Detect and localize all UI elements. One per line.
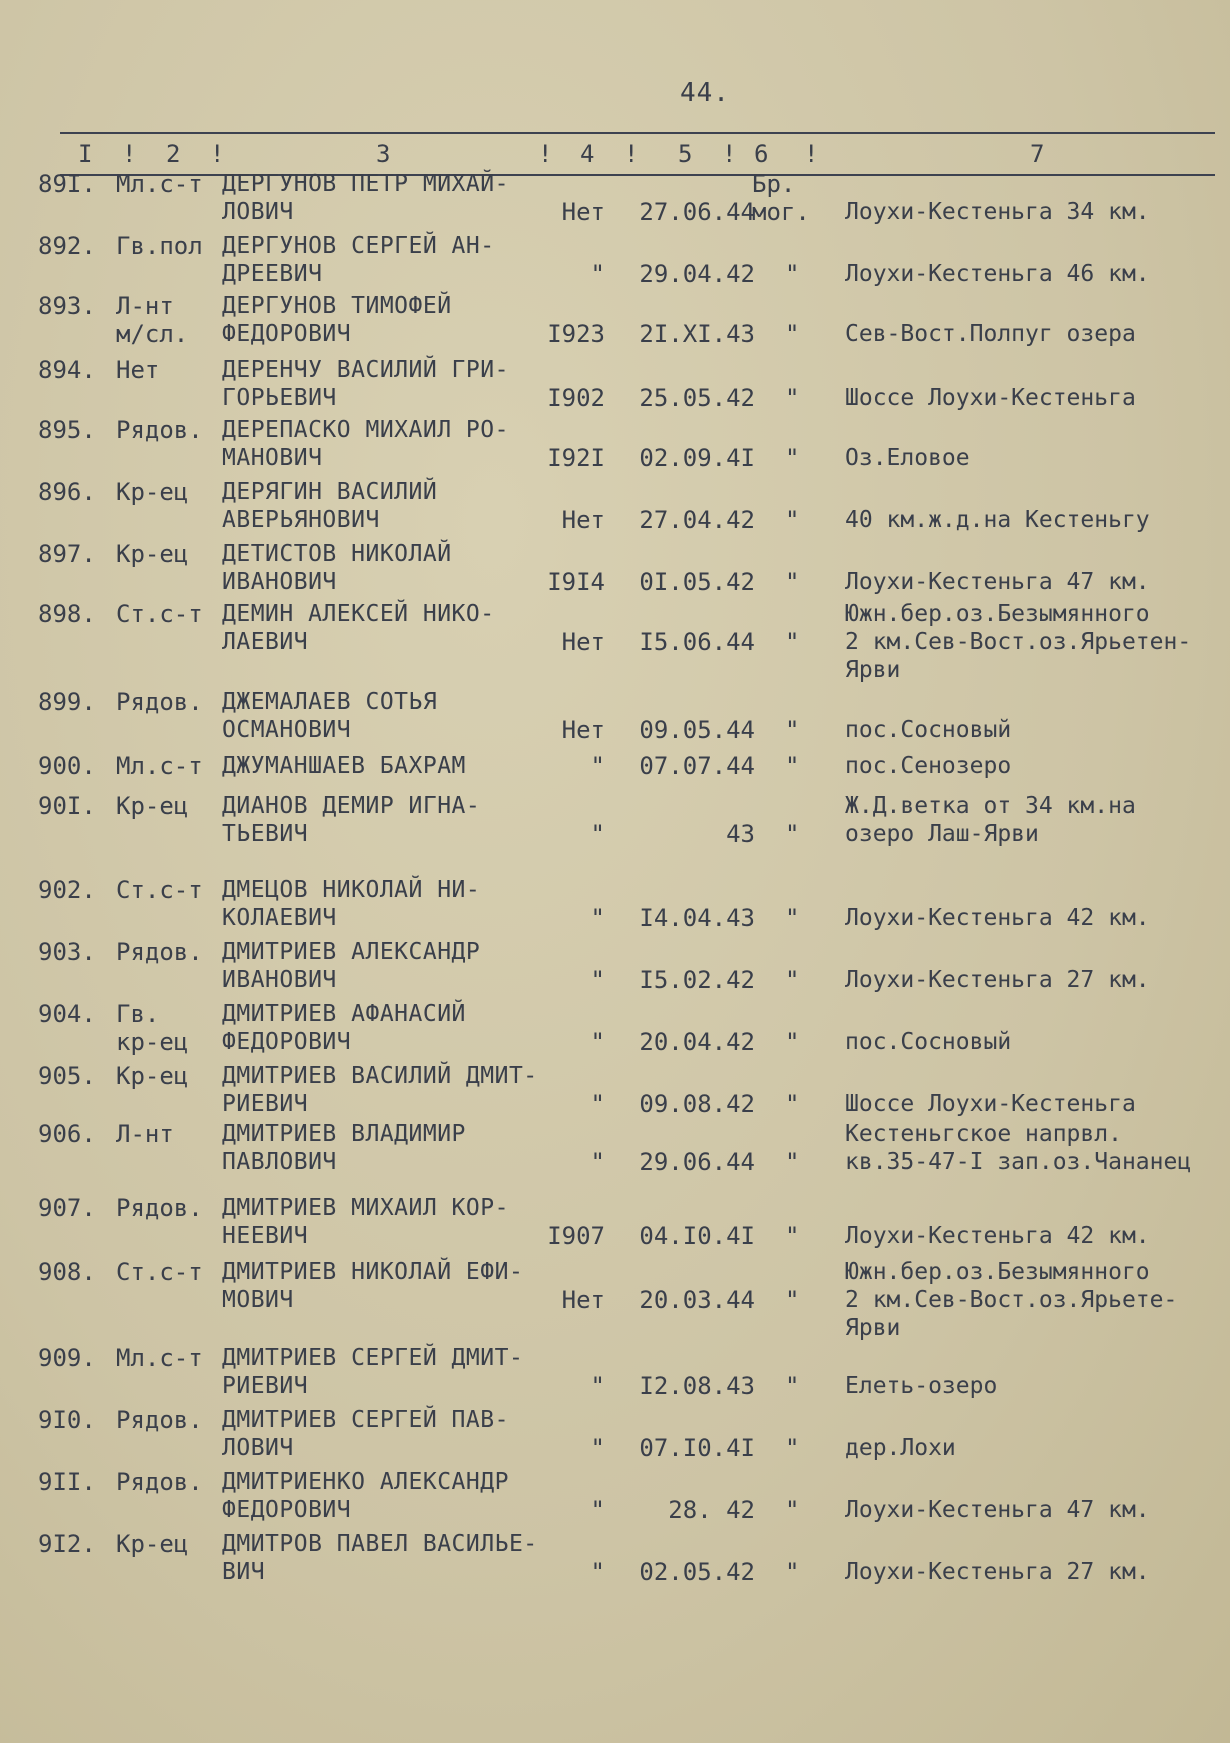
record-birth-year: I907 — [547, 1222, 605, 1250]
header-col-2: 2 — [166, 140, 181, 168]
header-sep: ! — [122, 140, 137, 168]
name-line: ДЕРЕПАСКО МИХАИЛ РО- — [222, 417, 509, 443]
record-death-date: 28. 42 — [668, 1496, 755, 1524]
name-line: ИВАНОВИЧ — [222, 569, 337, 595]
burial-line: " — [785, 260, 800, 288]
record-name — [222, 292, 452, 348]
record-name — [222, 600, 495, 656]
burial-line: " — [785, 1372, 800, 1400]
header-col-3: 3 — [376, 140, 391, 168]
name-line: ДМИТРИЕВ СЕРГЕЙ ДМИТ- — [222, 1345, 524, 1371]
record-rank: Мл.с-т — [116, 170, 203, 198]
place-line: 2 км.Сев-Вост.оз.Ярьетен- — [845, 629, 1192, 655]
name-line: ГОРЬЕВИЧ — [222, 385, 337, 411]
header-sep: ! — [538, 140, 553, 168]
record-death-date: 43 — [726, 820, 755, 848]
name-line: ЛОВИЧ — [222, 1435, 294, 1461]
burial-line: " — [785, 506, 800, 534]
record-birth-year: I92I — [547, 444, 605, 472]
record-rank: Ст.с-т — [116, 1258, 203, 1286]
record-name — [222, 1406, 509, 1462]
burial-line: " — [785, 716, 800, 744]
name-line: ДЕРГУНОВ ПЕТР МИХАЙ- — [222, 171, 509, 197]
header-col-7: 7 — [1030, 140, 1045, 168]
record-burial-place — [845, 1120, 1191, 1176]
record-rank: Рядов. — [116, 938, 203, 966]
burial-line: " — [785, 1286, 800, 1314]
header-sep: ! — [624, 140, 639, 168]
record-burial-place — [845, 600, 1191, 684]
name-line: ПАВЛОВИЧ — [222, 1149, 337, 1175]
name-line: ДЕТИСТОВ НИКОЛАЙ — [222, 541, 452, 567]
record-rank: Рядов. — [116, 416, 203, 444]
burial-line: " — [785, 966, 800, 994]
record-name — [222, 478, 437, 534]
record-birth-year: " — [590, 260, 605, 288]
record-burial — [785, 1090, 799, 1118]
record-rank: Ст.с-т — [116, 876, 203, 904]
record-death-date: I2.08.43 — [639, 1372, 755, 1400]
record-name — [222, 1344, 523, 1400]
name-line: РИЕВИЧ — [222, 1091, 309, 1117]
header-sep: ! — [210, 140, 225, 168]
record-death-date: I4.04.43 — [639, 904, 755, 932]
record-rank: Нет — [116, 356, 160, 384]
record-birth-year: Нет — [561, 198, 605, 226]
name-line: ДЖЕМАЛАЕВ СОТЬЯ — [222, 689, 438, 715]
place-line: Лоухи-Кестеньга 27 км. — [845, 967, 1150, 993]
name-line: ДМИТРИЕВ ВАСИЛИЙ ДМИТ- — [222, 1063, 538, 1089]
record-name — [222, 232, 495, 288]
record-death-date: 07.07.44 — [639, 752, 755, 780]
record-rank: Л-нт м/сл. — [116, 292, 189, 348]
name-line: НЕЕВИЧ — [222, 1223, 309, 1249]
record-burial-place — [845, 966, 1150, 994]
record-name — [222, 416, 509, 472]
record-number: 9II. — [38, 1468, 96, 1496]
record-death-date: I5.02.42 — [639, 966, 755, 994]
name-line: ВИЧ — [222, 1559, 266, 1585]
record-number: 894. — [38, 356, 96, 384]
record-burial — [785, 904, 799, 932]
record-name — [222, 938, 480, 994]
record-birth-year: " — [590, 1434, 605, 1462]
name-line: ДМИТРОВ ПАВЕЛ ВАСИЛЬЕ- — [222, 1531, 538, 1557]
record-burial-place — [845, 506, 1150, 534]
record-birth-year: " — [590, 966, 605, 994]
burial-line: " — [785, 1028, 800, 1056]
record-death-date: 02.05.42 — [639, 1558, 755, 1586]
header-col-5: 5 — [678, 140, 693, 168]
record-death-date: 04.I0.4I — [639, 1222, 755, 1250]
name-line: ФЕДОРОВИЧ — [222, 1029, 352, 1055]
burial-line: " — [785, 752, 800, 780]
page-number: 44. — [680, 78, 730, 108]
place-line: Лоухи-Кестеньга 27 км. — [845, 1559, 1150, 1585]
place-line: Ярви — [845, 657, 901, 683]
place-line: пос.Сосновый — [845, 1029, 1012, 1055]
name-line: ДЕРГУНОВ ТИМОФЕЙ — [222, 293, 452, 319]
record-number: 897. — [38, 540, 96, 568]
record-burial — [785, 444, 799, 472]
record-death-date: 29.04.42 — [639, 260, 755, 288]
name-line: РИЕВИЧ — [222, 1373, 309, 1399]
record-birth-year: I902 — [547, 384, 605, 412]
record-rank: Л-нт — [116, 1120, 174, 1148]
record-birth-year: I9I4 — [547, 568, 605, 596]
record-birth-year: " — [590, 820, 605, 848]
name-line: ТЬЕВИЧ — [222, 821, 309, 847]
record-burial-place — [845, 1372, 997, 1400]
record-burial — [785, 1558, 799, 1586]
name-line: ДЖУМАНШАЕВ БАХРАМ — [222, 753, 466, 779]
record-name — [222, 356, 509, 412]
record-burial — [785, 1286, 799, 1314]
place-line: кв.35-47-I зап.оз.Чананец — [845, 1149, 1192, 1175]
record-rank: Мл.с-т — [116, 752, 203, 780]
record-number: 904. — [38, 1000, 96, 1028]
burial-line: " — [785, 904, 800, 932]
record-birth-year: Нет — [561, 628, 605, 656]
record-burial — [785, 1496, 799, 1524]
header-col-6: 6 — [754, 140, 769, 168]
record-name — [222, 688, 437, 744]
place-line: Лоухи-Кестеньга 42 км. — [845, 1223, 1150, 1249]
name-line: ДМИТРИЕВ АЛЕКСАНДР — [222, 939, 481, 965]
burial-line: " — [785, 1148, 800, 1176]
record-burial — [785, 628, 799, 656]
place-line: 2 км.Сев-Вост.оз.Ярьете- — [845, 1287, 1178, 1313]
name-line: АВЕРЬЯНОВИЧ — [222, 507, 380, 533]
record-rank: Гв.пол — [116, 232, 203, 260]
record-birth-year: Нет — [561, 1286, 605, 1314]
record-rank: Ст.с-т — [116, 600, 203, 628]
record-burial — [785, 1148, 799, 1176]
record-name — [222, 1468, 509, 1524]
name-line: ДМИТРИЕВ ВЛАДИМИР — [222, 1121, 466, 1147]
record-burial — [785, 1372, 799, 1400]
record-birth-year: " — [590, 1558, 605, 1586]
record-death-date: 07.I0.4I — [639, 1434, 755, 1462]
place-line: Сев-Вост.Полпуг озера — [845, 321, 1136, 347]
record-burial-place — [845, 1222, 1150, 1250]
place-line: Шоссе Лоухи-Кестеньга — [845, 1091, 1136, 1117]
record-death-date: 09.05.44 — [639, 716, 755, 744]
record-burial-place — [845, 1434, 956, 1462]
burial-line: " — [785, 384, 800, 412]
header-col-4: 4 — [580, 140, 595, 168]
record-name — [222, 540, 452, 596]
record-death-date: 02.09.4I — [639, 444, 755, 472]
record-death-date: 27.04.42 — [639, 506, 755, 534]
record-number: 900. — [38, 752, 96, 780]
burial-line: " — [785, 1496, 800, 1524]
record-death-date: 29.06.44 — [639, 1148, 755, 1176]
record-burial-place — [845, 1090, 1136, 1118]
record-burial — [785, 260, 799, 288]
place-line: дер.Лохи — [845, 1435, 956, 1461]
place-line: 40 км.ж.д.на Кестеньгу — [845, 507, 1150, 533]
burial-line: " — [785, 1222, 800, 1250]
record-death-date: 2I.XI.43 — [639, 320, 755, 348]
record-name — [222, 1530, 538, 1586]
record-rank: Гв. кр-ец — [116, 1000, 189, 1056]
record-birth-year: " — [590, 1496, 605, 1524]
record-death-date: 09.08.42 — [639, 1090, 755, 1118]
record-death-date: 20.03.44 — [639, 1286, 755, 1314]
record-number: 903. — [38, 938, 96, 966]
burial-line: Бр. — [752, 170, 796, 198]
record-name — [222, 1000, 466, 1056]
record-burial-place — [845, 1558, 1150, 1586]
record-burial — [785, 384, 799, 412]
place-line: озеро Лаш-Ярви — [845, 821, 1039, 847]
record-name — [222, 1194, 509, 1250]
record-number: 909. — [38, 1344, 96, 1372]
record-rank: Кр-ец — [116, 1062, 189, 1090]
burial-line: " — [785, 320, 800, 348]
record-name — [222, 1120, 466, 1176]
name-line: ДЕРЕНЧУ ВАСИЛИЙ ГРИ- — [222, 357, 509, 383]
record-burial-place — [845, 444, 970, 472]
name-line: ДЕМИН АЛЕКСЕЙ НИКО- — [222, 601, 495, 627]
burial-line: " — [785, 820, 800, 848]
record-birth-year: " — [590, 1148, 605, 1176]
record-number: 902. — [38, 876, 96, 904]
record-name — [222, 752, 466, 780]
name-line: КОЛАЕВИЧ — [222, 905, 337, 931]
record-birth-year: " — [590, 1028, 605, 1056]
place-line: Лоухи-Кестеньга 34 км. — [845, 199, 1150, 225]
burial-line: " — [785, 1558, 800, 1586]
record-burial — [785, 506, 799, 534]
record-burial-place — [845, 568, 1150, 596]
record-number: 90I. — [38, 792, 96, 820]
place-line: пос.Сосновый — [845, 717, 1012, 743]
record-burial — [785, 966, 799, 994]
name-line: ДМИТРИЕВ НИКОЛАЙ ЕФИ- — [222, 1259, 524, 1285]
record-burial-place — [845, 320, 1136, 348]
name-line: ОСМАНОВИЧ — [222, 717, 352, 743]
record-rank: Рядов. — [116, 688, 203, 716]
record-burial-place — [845, 904, 1150, 932]
record-rank: Кр-ец — [116, 792, 189, 820]
record-number: 898. — [38, 600, 96, 628]
record-burial — [785, 1222, 799, 1250]
record-rank: Рядов. — [116, 1468, 203, 1496]
record-birth-year: Нет — [561, 716, 605, 744]
record-number: 896. — [38, 478, 96, 506]
record-burial — [785, 1434, 799, 1462]
name-line: ДЕРГУНОВ СЕРГЕЙ АН- — [222, 233, 495, 259]
name-line: ДМИТРИЕВ МИХАИЛ КОР- — [222, 1195, 509, 1221]
record-burial-place — [845, 1028, 1011, 1056]
name-line: ФЕДОРОВИЧ — [222, 1497, 352, 1523]
record-burial — [785, 568, 799, 596]
record-rank: Мл.с-т — [116, 1344, 203, 1372]
record-name — [222, 1062, 538, 1118]
record-birth-year: I923 — [547, 320, 605, 348]
record-number: 899. — [38, 688, 96, 716]
name-line: МОВИЧ — [222, 1287, 294, 1313]
place-line: Кестеньгское напрвл. — [845, 1121, 1122, 1147]
place-line: Лоухи-Кестеньга 47 км. — [845, 569, 1150, 595]
place-line: Южн.бер.оз.Безымянного — [845, 601, 1150, 627]
header-sep: ! — [804, 140, 819, 168]
record-number: 907. — [38, 1194, 96, 1222]
record-burial — [785, 716, 799, 744]
name-line: ДМЕЦОВ НИКОЛАЙ НИ- — [222, 877, 481, 903]
place-line: Лоухи-Кестеньга 42 км. — [845, 905, 1150, 931]
name-line: ЛОВИЧ — [222, 199, 294, 225]
record-rank: Рядов. — [116, 1194, 203, 1222]
place-line: Ярви — [845, 1315, 901, 1341]
place-line: Лоухи-Кестеньга 47 км. — [845, 1497, 1150, 1523]
record-birth-year: " — [590, 1372, 605, 1400]
record-name — [222, 876, 480, 932]
record-number: 895. — [38, 416, 96, 444]
record-burial-place — [845, 792, 1136, 848]
record-burial-place — [845, 198, 1150, 226]
place-line: Лоухи-Кестеньга 46 км. — [845, 261, 1150, 287]
name-line: ДЕРЯГИН ВАСИЛИЙ — [222, 479, 438, 505]
record-burial-place — [845, 716, 1011, 744]
record-name — [222, 792, 480, 848]
record-death-date: 27.06.44 — [639, 198, 755, 226]
place-line: Шоссе Лоухи-Кестеньга — [845, 385, 1136, 411]
record-rank: Рядов. — [116, 1406, 203, 1434]
record-burial — [785, 752, 799, 780]
name-line: ДИАНОВ ДЕМИР ИГНА- — [222, 793, 481, 819]
burial-line: мог. — [752, 198, 810, 226]
name-line: ИВАНОВИЧ — [222, 967, 337, 993]
record-name — [222, 1258, 523, 1314]
record-death-date: I5.06.44 — [639, 628, 755, 656]
burial-line: " — [785, 1434, 800, 1462]
record-burial — [785, 320, 799, 348]
record-birth-year: Нет — [561, 506, 605, 534]
header-col-1: I — [78, 140, 93, 168]
burial-line: " — [785, 568, 800, 596]
record-number: 905. — [38, 1062, 96, 1090]
burial-line: " — [785, 628, 800, 656]
record-number: 9I0. — [38, 1406, 96, 1434]
record-number: 893. — [38, 292, 96, 320]
burial-line: " — [785, 1090, 800, 1118]
record-rank: Кр-ец — [116, 478, 189, 506]
place-line: Ж.Д.ветка от 34 км.на — [845, 793, 1136, 819]
place-line: Елеть-озеро — [845, 1373, 998, 1399]
record-death-date: 20.04.42 — [639, 1028, 755, 1056]
record-burial-place — [845, 1496, 1150, 1524]
record-burial-place — [845, 384, 1136, 412]
record-number: 908. — [38, 1258, 96, 1286]
name-line: ДМИТРИЕНКО АЛЕКСАНДР — [222, 1469, 509, 1495]
name-line: МАНОВИЧ — [222, 445, 323, 471]
record-death-date: 0I.05.42 — [639, 568, 755, 596]
record-rank: Кр-ец — [116, 1530, 189, 1558]
place-line: Оз.Еловое — [845, 445, 970, 471]
place-line: пос.Сенозеро — [845, 753, 1012, 779]
name-line: ДРЕЕВИЧ — [222, 261, 323, 287]
record-burial — [785, 1028, 799, 1056]
burial-line: " — [785, 444, 800, 472]
record-burial — [752, 170, 810, 226]
record-number: 89I. — [38, 170, 96, 198]
record-burial-place — [845, 1258, 1177, 1342]
record-burial-place — [845, 752, 1011, 780]
header-sep: ! — [722, 140, 737, 168]
record-death-date: 25.05.42 — [639, 384, 755, 412]
record-number: 9I2. — [38, 1530, 96, 1558]
name-line: ДМИТРИЕВ СЕРГЕЙ ПАВ- — [222, 1407, 509, 1433]
name-line: ДМИТРИЕВ АФАНАСИЙ — [222, 1001, 466, 1027]
record-rank: Кр-ец — [116, 540, 189, 568]
record-number: 892. — [38, 232, 96, 260]
record-name — [222, 170, 509, 226]
record-birth-year: " — [590, 752, 605, 780]
place-line: Южн.бер.оз.Безымянного — [845, 1259, 1150, 1285]
name-line: ЛАЕВИЧ — [222, 629, 309, 655]
record-number: 906. — [38, 1120, 96, 1148]
record-burial-place — [845, 260, 1150, 288]
record-burial — [785, 820, 799, 848]
record-birth-year: " — [590, 904, 605, 932]
name-line: ФЕДОРОВИЧ — [222, 321, 352, 347]
record-birth-year: " — [590, 1090, 605, 1118]
